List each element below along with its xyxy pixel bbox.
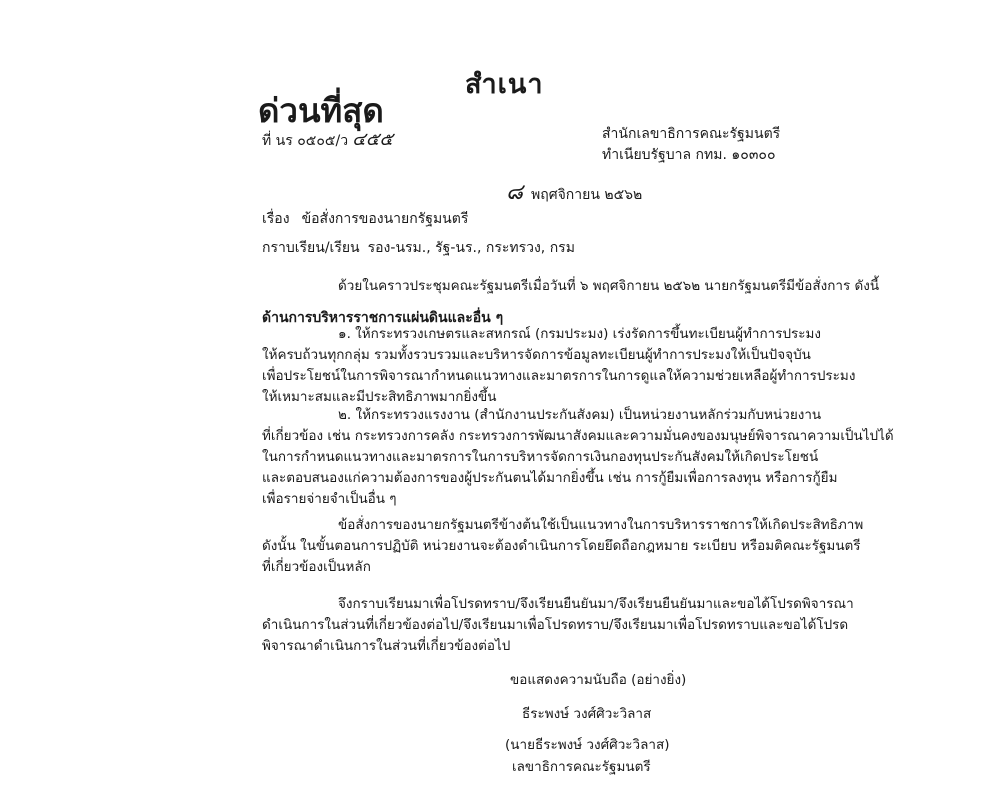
recipient-text: รอง-นรม., รัฐ-นร., กระทรวง, กรม <box>367 240 575 256</box>
issuing-office <box>602 124 780 166</box>
subject-text: ข้อสั่งการของนายกรัฐมนตรี <box>301 211 469 227</box>
text-line: พิจารณาดำเนินการในส่วนที่เกี่ยวข้องต่อไป <box>262 638 511 654</box>
text-line: ให้ครบถ้วนทุกกลุ่ม รวมทั้งรวบรวมและบริหารจัดการข้อมูลทะเบียนผู้ทำการประมงให้เป็นปัจจุบัน <box>262 347 811 363</box>
text-line: ที่เกี่ยวข้อง เช่น กระทรวงการคลัง กระทรวงการพัฒนาสังคมและความมั่นคงของมนุษย์พิจารณาความเป็นไปได้ <box>262 428 894 444</box>
closing-salutation: ขอแสดงความนับถือ (อย่างยิ่ง) <box>510 672 687 688</box>
office-address: ทำเนียบรัฐบาล กทม. ๑๐๓๐๐ <box>602 147 776 163</box>
signatory-position: เลขาธิการคณะรัฐมนตรี <box>512 759 651 775</box>
text-line: เพื่อประโยชน์ในการพิจารณากำหนดแนวทางและมาตรการในการดูแลให้ความช่วยเหลือผู้ทำการประมง <box>262 368 856 384</box>
signature-name: ธีระพงษ์ วงศ์ศิวะวิลาส <box>522 706 652 722</box>
office-name: สำนักเลขาธิการคณะรัฐมนตรี <box>602 126 781 142</box>
text-line: ดำเนินการในส่วนที่เกี่ยวข้องต่อไป/จึงเรียนมาเพื่อโปรดทราบ/จึงเรียนมาเพื่อโปรดทราบและขอได้โปรด <box>262 617 849 633</box>
urgency-heading: ด่วนที่สุด <box>258 91 384 130</box>
document-number <box>262 124 393 153</box>
text-line: ๒. ให้กระทรวงแรงงาน (สำนักงานประกันสังคม) เป็นหน่วยงานหลักร่วมกับหน่วยงาน <box>338 407 822 423</box>
text-line: จึงกราบเรียนมาเพื่อโปรดทราบ/จึงเรียนยืนยันมา/จึงเรียนยืนยันมาและขอได้โปรดพิจารณา <box>338 596 854 612</box>
copy-stamp: สำเนา <box>465 69 544 100</box>
directive-item-2 <box>262 405 894 510</box>
document-date <box>506 174 642 209</box>
document-number-prefix: ที่ นร ๐๕๐๕/ว <box>262 133 349 149</box>
date-month-year: พฤศจิกายน ๒๕๖๒ <box>530 187 643 203</box>
text-line: เพื่อรายจ่ายจำเป็นอื่น ๆ <box>262 491 397 507</box>
subject-line <box>262 208 468 230</box>
section-heading: ด้านการบริหารราชการแผ่นดินและอื่น ๆ <box>262 310 504 326</box>
directive-item-1 <box>262 324 856 408</box>
subject-label: เรื่อง <box>262 211 290 227</box>
recipient-label: กราบเรียน/เรียน <box>262 240 360 256</box>
text-line: ให้เหมาะสมและมีประสิทธิภาพมากยิ่งขึ้น <box>262 389 497 405</box>
guidance-paragraph <box>262 515 864 578</box>
date-day: ๘ <box>506 180 523 205</box>
text-line: ดังนั้น ในขั้นตอนการปฏิบัติ หน่วยงานจะต้องดำเนินการโดยยึดถือกฎหมาย ระเบียบ หรือมติคณะรัฐมนตรี <box>262 538 861 554</box>
text-line: ที่เกี่ยวข้องเป็นหลัก <box>262 559 371 575</box>
text-line: ในการกำหนดแนวทางและมาตรการในการบริหารจัดการเงินกองทุนประกันสังคมให้เกิดประโยชน์ <box>262 449 819 465</box>
closing-paragraph <box>262 594 854 657</box>
document-number-handwritten: ๔๕๕ <box>352 129 393 150</box>
text-line: ๑. ให้กระทรวงเกษตรและสหกรณ์ (กรมประมง) เร่งรัดการขึ้นทะเบียนผู้ทำการประมง <box>338 326 822 342</box>
intro-paragraph: ด้วยในคราวประชุมคณะรัฐมนตรีเมื่อวันที่ ๖ พฤศจิกายน ๒๕๖๒ นายกรัฐมนตรีมีข้อสั่งการ ดังนี้ <box>338 278 880 294</box>
text-line: และตอบสนองแก่ความต้องการของผู้ประกันตนได้มากยิ่งขึ้น เช่น การกู้ยืมเพื่อการลงทุน หรือการกู้ยืม <box>262 470 838 486</box>
recipient-line <box>262 237 575 259</box>
text-line: ข้อสั่งการของนายกรัฐมนตรีข้างต้นใช้เป็นแนวทางในการบริหารราชการให้เกิดประสิทธิภาพ <box>338 517 864 533</box>
signatory-printed-name: (นายธีระพงษ์ วงศ์ศิวะวิลาส) <box>505 737 670 753</box>
